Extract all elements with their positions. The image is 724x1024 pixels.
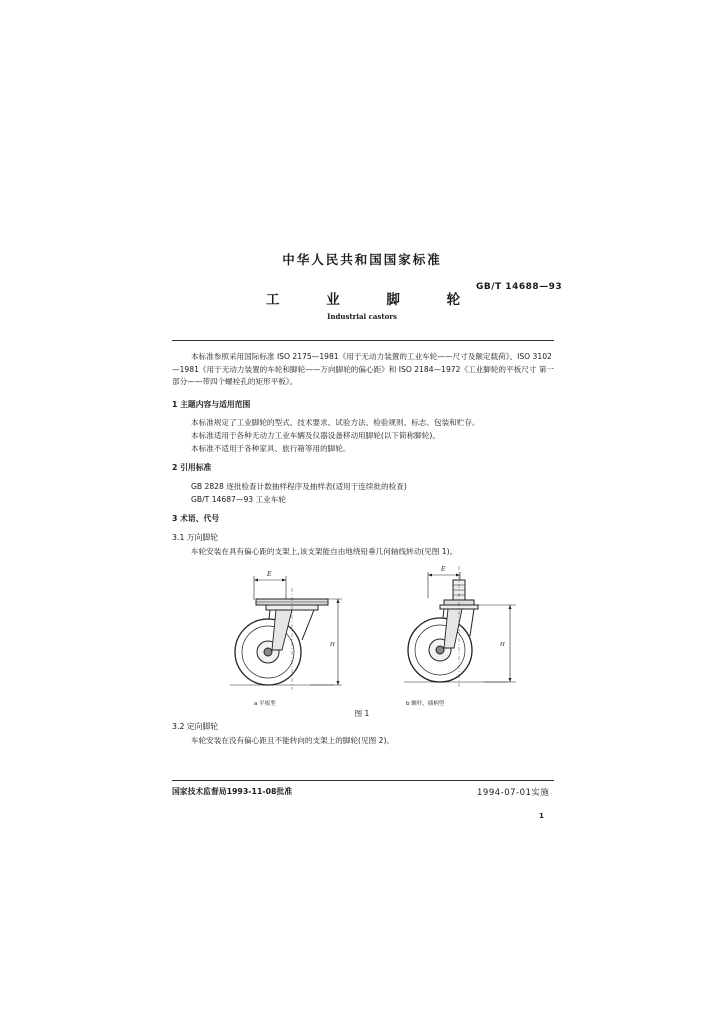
- footer-rule: [172, 780, 554, 781]
- standard-code: GB/T 14688—93: [476, 282, 563, 292]
- reference-item: GB/T 14687—93 工业车轮: [191, 495, 286, 504]
- reference-item: GB 2828 逐批检查计数抽样程序及抽样表(适用于连续批的检查): [191, 482, 407, 491]
- subsection-3-1-text: 车轮安装在具有偏心距的支架上,该支架能自由地绕铅垂几何轴线转动(见图 1)。: [191, 547, 458, 556]
- implementation-date: 1994-07-01实施: [477, 788, 550, 798]
- intro-paragraph: 本标准参照采用国际标准 ISO 2175—1981《用于无动力装置的工业车轮——尺寸及额定载荷》、ISO 3102—1981《用于无动力装置的车轮和脚轮——万向脚轮的偏心距》和 ISO 2184—1972《工业脚轮的平板尺寸 第一部分——带四个螺栓孔的矩形平板》。: [172, 352, 555, 387]
- subsection-3-1-heading: 3.1 万向脚轮: [172, 533, 219, 542]
- header-rule: [172, 340, 554, 341]
- subsection-3-2-text: 车轮安装在没有偏心距且不能转向的支架上的脚轮(见图 2)。: [191, 736, 395, 745]
- dimension-h-label: H: [330, 642, 335, 648]
- section-1-heading: 1 主题内容与适用范围: [172, 400, 251, 409]
- national-standard-heading: 中华人民共和国国家标准: [282, 252, 442, 267]
- figure-1-number: 图 1: [354, 709, 370, 718]
- document-subtitle: Industrial castors: [327, 312, 397, 321]
- document-title: 工 业 脚 轮: [266, 292, 482, 308]
- section-2-heading: 2 引用标准: [172, 463, 212, 472]
- section-1-paragraph: 本标准适用于各种无动力工业车辆及仪器设备移动用脚轮(以下简称脚轮)。: [191, 431, 440, 440]
- approval-date: 国家技术监督局1993-11-08批准: [172, 787, 293, 796]
- section-1-paragraph: 本标准规定了工业脚轮的型式、技术要求、试验方法、检验规则、标志、包装和贮存。: [191, 418, 480, 427]
- dimension-e-label: E: [441, 566, 446, 573]
- figure-1b-stem-castor: [400, 562, 520, 696]
- figure-1b-caption: b 螺杆、插柄型: [406, 701, 445, 707]
- figure-1a-plate-castor: [226, 568, 346, 696]
- dimension-h-label: H: [500, 642, 505, 648]
- dimension-e-label: E: [267, 571, 272, 578]
- figure-1a-caption: a 平板型: [254, 701, 276, 707]
- page-number: 1: [539, 812, 544, 820]
- section-1-paragraph: 本标准不适用于各种家具、旅行箱等用的脚轮。: [191, 444, 351, 453]
- section-3-heading: 3 术语、代号: [172, 514, 220, 523]
- subsection-3-2-heading: 3.2 定向脚轮: [172, 722, 219, 731]
